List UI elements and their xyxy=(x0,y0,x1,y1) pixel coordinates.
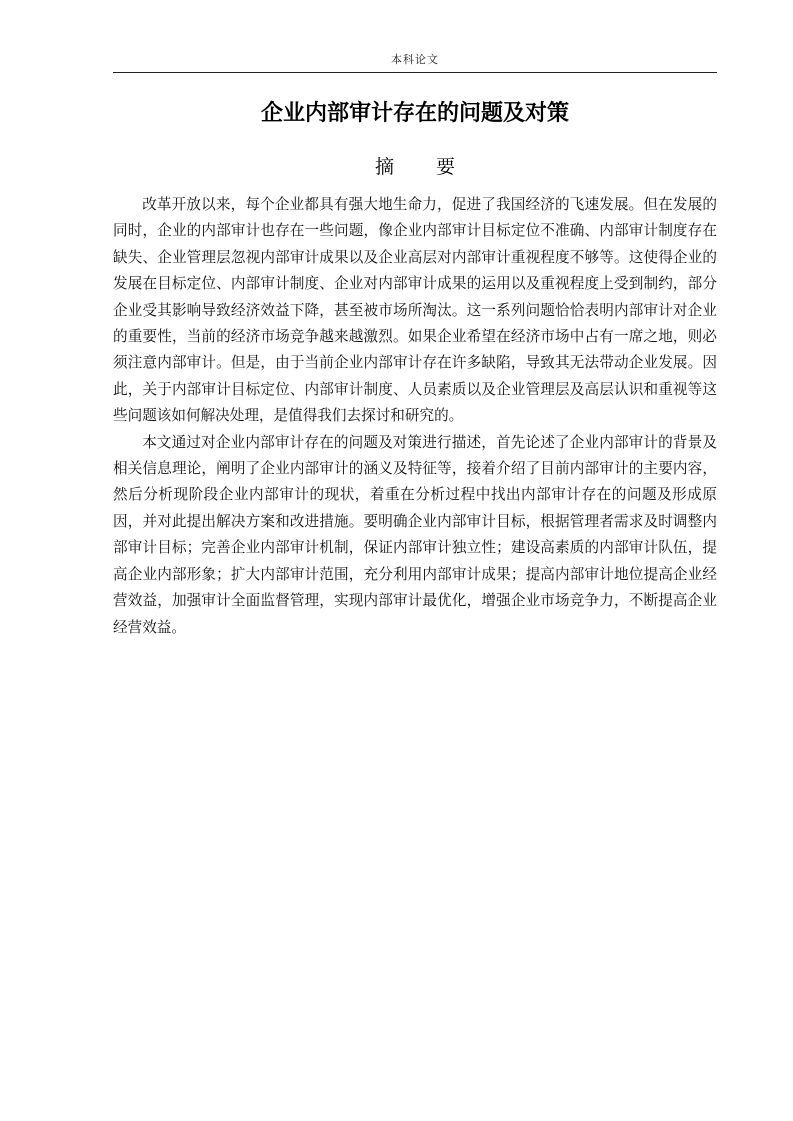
abstract-paragraph-1: 改革开放以来，每个企业都具有强大地生命力，促进了我国经济的飞速发展。但在发展的同时，企业的内部审计也存在一些问题，像企业内部审计目标定位不准确、内部审计制度存在缺失、企业管理层忽视内部审计成果以及企业高层对内部审计重视程度不够等。这使得企业的发展在目标定位、内部审计制度、企业对内部审计成果的运用以及重视程度上受到制约，部分企业受其影响导致经济效益下降，甚至被市场所淘汰。这一系列问题恰恰表明内部审计对企业的重要性，当前的经济市场竞争越来越激烈。如果企业希望在经济市场中占有一席之地，则必须注意内部审计。但是，由于当前企业内部审计存在许多缺陷，导致其无法带动企业发展。因此，关于内部审计目标定位、内部审计制度、人员素质以及企业管理层及高层认识和重视等这些问题该如何解决处理，是值得我们去探讨和研究的。 xyxy=(113,196,717,425)
abstract-paragraph-2: 本文通过对企业内部审计存在的问题及对策进行描述，首先论述了企业内部审计的背景及相关信息理论，阐明了企业内部审计的涵义及特征等，接着介绍了目前内部审计的主要内容，然后分析现阶段企业内部审计的现状，着重在分析过程中找出内部审计存在的问题及形成原因，并对此提出解决方案和改进措施。要明确企业内部审计目标，根据管理者需求及时调整内部审计目标；完善企业内部审计机制，保证内部审计独立性；建设高素质的内部审计队伍，提高企业内部形象；扩大内部审计范围，充分利用内部审计成果；提高内部审计地位提高企业经营效益，加强审计全面监督管理，实现内部审计最优化，增强企业市场竞争力，不断提高企业经营效益。 xyxy=(113,433,717,636)
header-rule xyxy=(113,72,717,73)
running-header: 本科论文 xyxy=(391,53,439,66)
abstract-body xyxy=(113,192,717,641)
paper-title: 企业内部审计存在的问题及对策 xyxy=(260,101,569,126)
abstract-heading: 摘 要 xyxy=(374,156,474,178)
